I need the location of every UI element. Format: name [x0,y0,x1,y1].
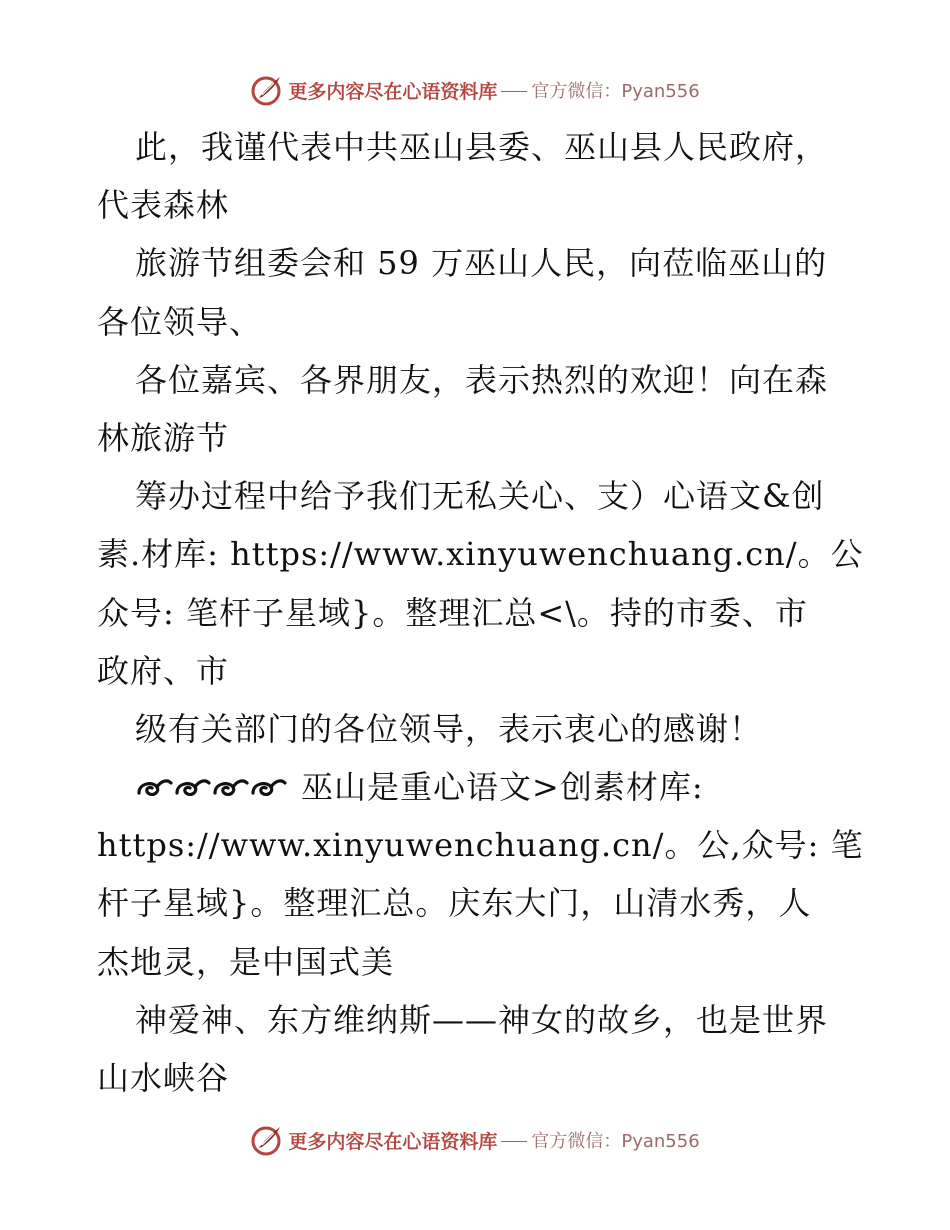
text-line: 代表森林 [97,186,230,225]
header-watermark-banner [0,70,950,110]
text-line: 此，我谨代表中共巫山县委、巫山县人民政府， [135,128,829,166]
text-line: 杆子星域}。整理汇总。庆东大门，山清水秀，人 [97,884,812,923]
text-line: 山水峡谷 [97,1059,230,1097]
text-line: 神爱神、东方维纳斯——神女的故乡，也是世界 [135,1000,829,1039]
feather-logo-icon [250,1123,284,1157]
banner-wechat: 官方微信：Pyan556 [531,81,700,102]
banner-title: 更多内容尽在心语资料库 [288,80,498,103]
document-body [97,118,867,1107]
text-line: 级有关部门的各位领导，表示衷心的感谢！ [135,709,763,748]
text-line: 各位嘉宾、各界朋友，表示热烈的欢迎！向在森 [135,360,829,399]
text-line-with-ornament [97,758,867,816]
text-line-content: 巫山是重心语文>创素材库: [301,768,704,807]
text-line: 素.材库: https://www.xinyuwenchuang.cn/。公 [97,535,864,574]
banner-title: 更多内容尽在心语资料库 [288,1130,498,1153]
feather-logo-icon [250,73,284,107]
footer-watermark-banner [0,1120,950,1160]
text-line: 旅游节组委会和 59 万巫山人民，向莅临巫山的 [135,244,828,283]
swirl-ornament-icon [135,773,287,801]
banner-dash [501,91,527,92]
text-line: https://www.xinyuwenchuang.cn/。公,众号: 笔 [97,826,864,865]
text-line: 林旅游节 [97,418,230,457]
text-line: 筹办过程中给予我们无私关心、支）心语文&创 [135,477,825,516]
text-line: 各位领导、 [97,302,263,341]
banner-dash [501,1141,527,1142]
text-line: 杰地灵，是中国式美 [97,942,395,981]
text-line: 政府、市 [97,651,230,690]
banner-wechat: 官方微信：Pyan556 [531,1131,700,1152]
text-line: 众号: 笔杆子星域}。整理汇总<\。持的市委、市 [97,593,808,632]
